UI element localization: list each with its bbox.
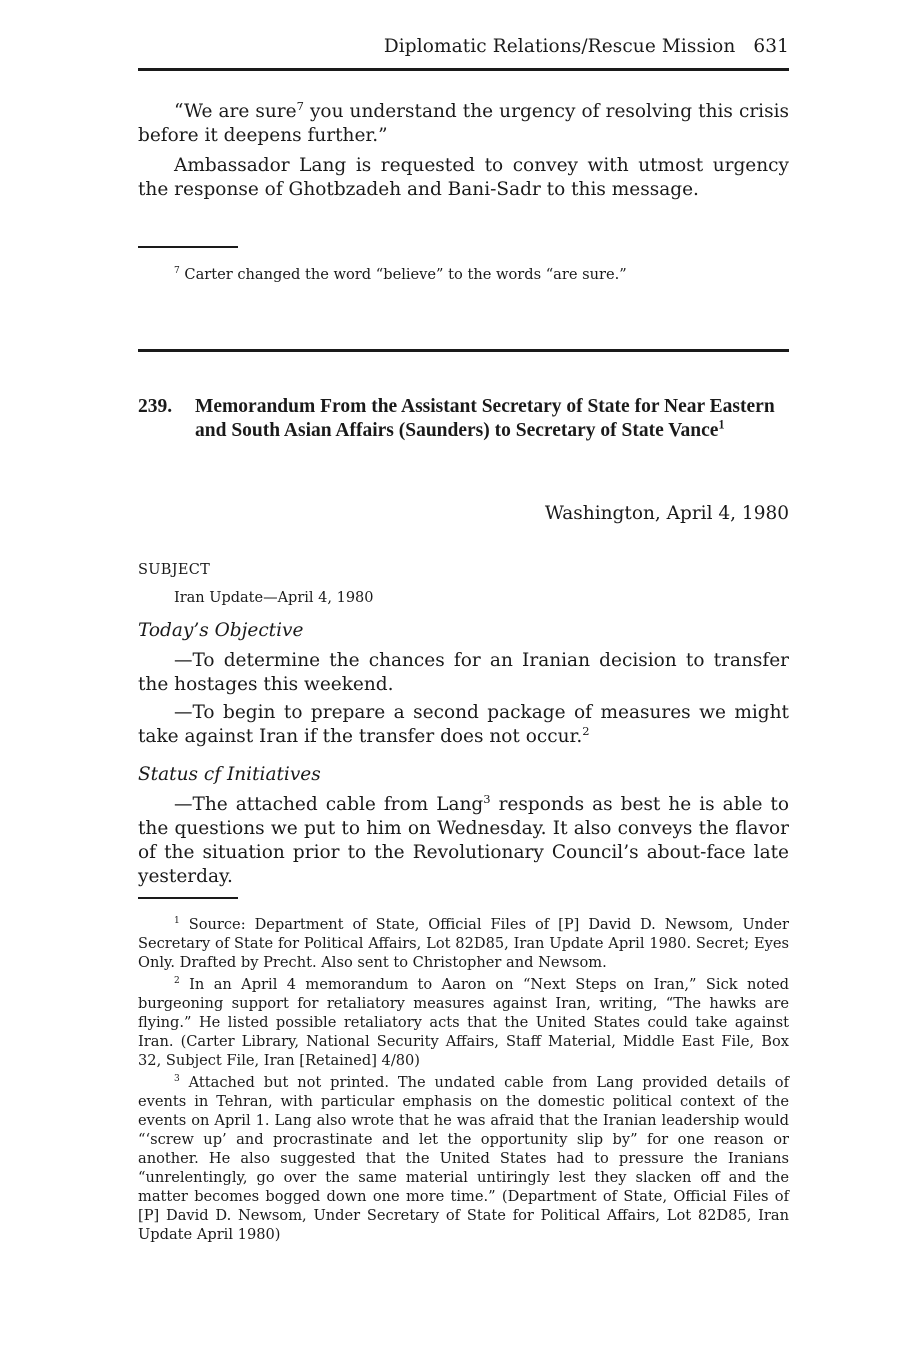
objective-item-2: —To begin to prepare a second package of measures we might take against Iran if the transfer does not occur.$^2$ <box>138 702 789 747</box>
dateline: Washington, April 4, 1980 <box>544 503 789 524</box>
status-section <box>138 764 789 889</box>
footnotes <box>138 915 789 1244</box>
footnote-ref-2[interactable]: 2 <box>582 723 590 738</box>
status-item-1: —The attached cable from Lang$^3$ responds as best he is able to the questions we put to him on Wednesday. It also conveys the flavor of the situation prior to the Revolutionary Council’s about-face late yesterday. <box>138 791 789 887</box>
footnote-1: $^1$ Source: Department of State, Official Files of [P] David D. Newsom, Under Secretary of State for Political Affairs, Lot 82D85, Iran Update April 1980. Secret; Eyes Only. Drafted by Precht. Also sent to Christopher and Newsom. <box>138 916 789 971</box>
footnote-ref-1[interactable]: 1 <box>718 417 725 432</box>
running-head <box>138 36 789 64</box>
footnote-ref-7[interactable]: 7 <box>296 98 304 113</box>
footnote-3: $^3$ Attached but not printed. The undated cable from Lang provided details of events in Tehran, with particular emphasis on the domestic political context of the events on April 1. Lang also wrote that he was afraid that the Iranian leadership would “‘screw up’ and procrastinate and let the opportunity slip by” for one reason or another. He also suggested that the United States had to pressure the Iranians “unrelentingly, go over the same material untiringly lest they slacken off and the matter becomes bogged down one more time.” (Department of State, Official Files of [P] David D. Newsom, Under Secretary of State for Political Affairs, Lot 82D85, Iran Update April 1980) <box>138 1074 789 1243</box>
footnote-separator <box>138 246 789 248</box>
running-head-title: Diplomatic Relations/Rescue Mission <box>383 36 736 57</box>
footnote-2: $^2$ In an April 4 memorandum to Aaron on “Next Steps on Iran,” Sick noted burgeoning support for retaliatory measures against Iran, writing, “The hawks are flying.” He listed possible retaliatory acts that the United States could take against Iran. (Carter Library, National Security Affairs, Staff Material, Middle East File, Box 32, Subject File, Iran [Retained] 4/80) <box>138 976 789 1069</box>
document-title: Memorandum From the Assistant Secretary of State for Near Eastern and South Asian Affairs (Saunders) to Secretary of State Vance$^1$ <box>195 396 775 441</box>
subject-text: Iran Update—April 4, 1980 <box>174 590 374 606</box>
page-number: 631 <box>753 36 789 57</box>
header-rule <box>138 68 789 71</box>
continuation-paragraph-1: “We are sure$^7$ you understand the urgency of resolving this crisis before it deepens further.” <box>138 98 789 146</box>
footnote-7: $^7$ Carter changed the word “believe” to the words “are sure.” <box>174 266 627 283</box>
continuation-text <box>138 100 789 202</box>
section-rule <box>138 349 789 352</box>
footnote-ref-3[interactable]: 3 <box>483 791 491 806</box>
footnote-separator-2 <box>138 897 789 899</box>
subject-label: SUBJECT <box>138 562 211 578</box>
status-heading: Status cf Initiatives <box>138 764 321 785</box>
continuation-paragraph-2: Ambassador Lang is requested to convey with utmost urgency the response of Ghotbzadeh and Bani-Sadr to this message. <box>138 155 789 200</box>
objective-heading: Today’s Objective <box>138 620 304 641</box>
objective-item-1: —To determine the chances for an Iranian decision to transfer the hostages this weekend. <box>138 650 789 695</box>
objective-section <box>138 620 789 749</box>
document-number: 239. <box>138 396 173 417</box>
document-heading <box>138 395 789 443</box>
